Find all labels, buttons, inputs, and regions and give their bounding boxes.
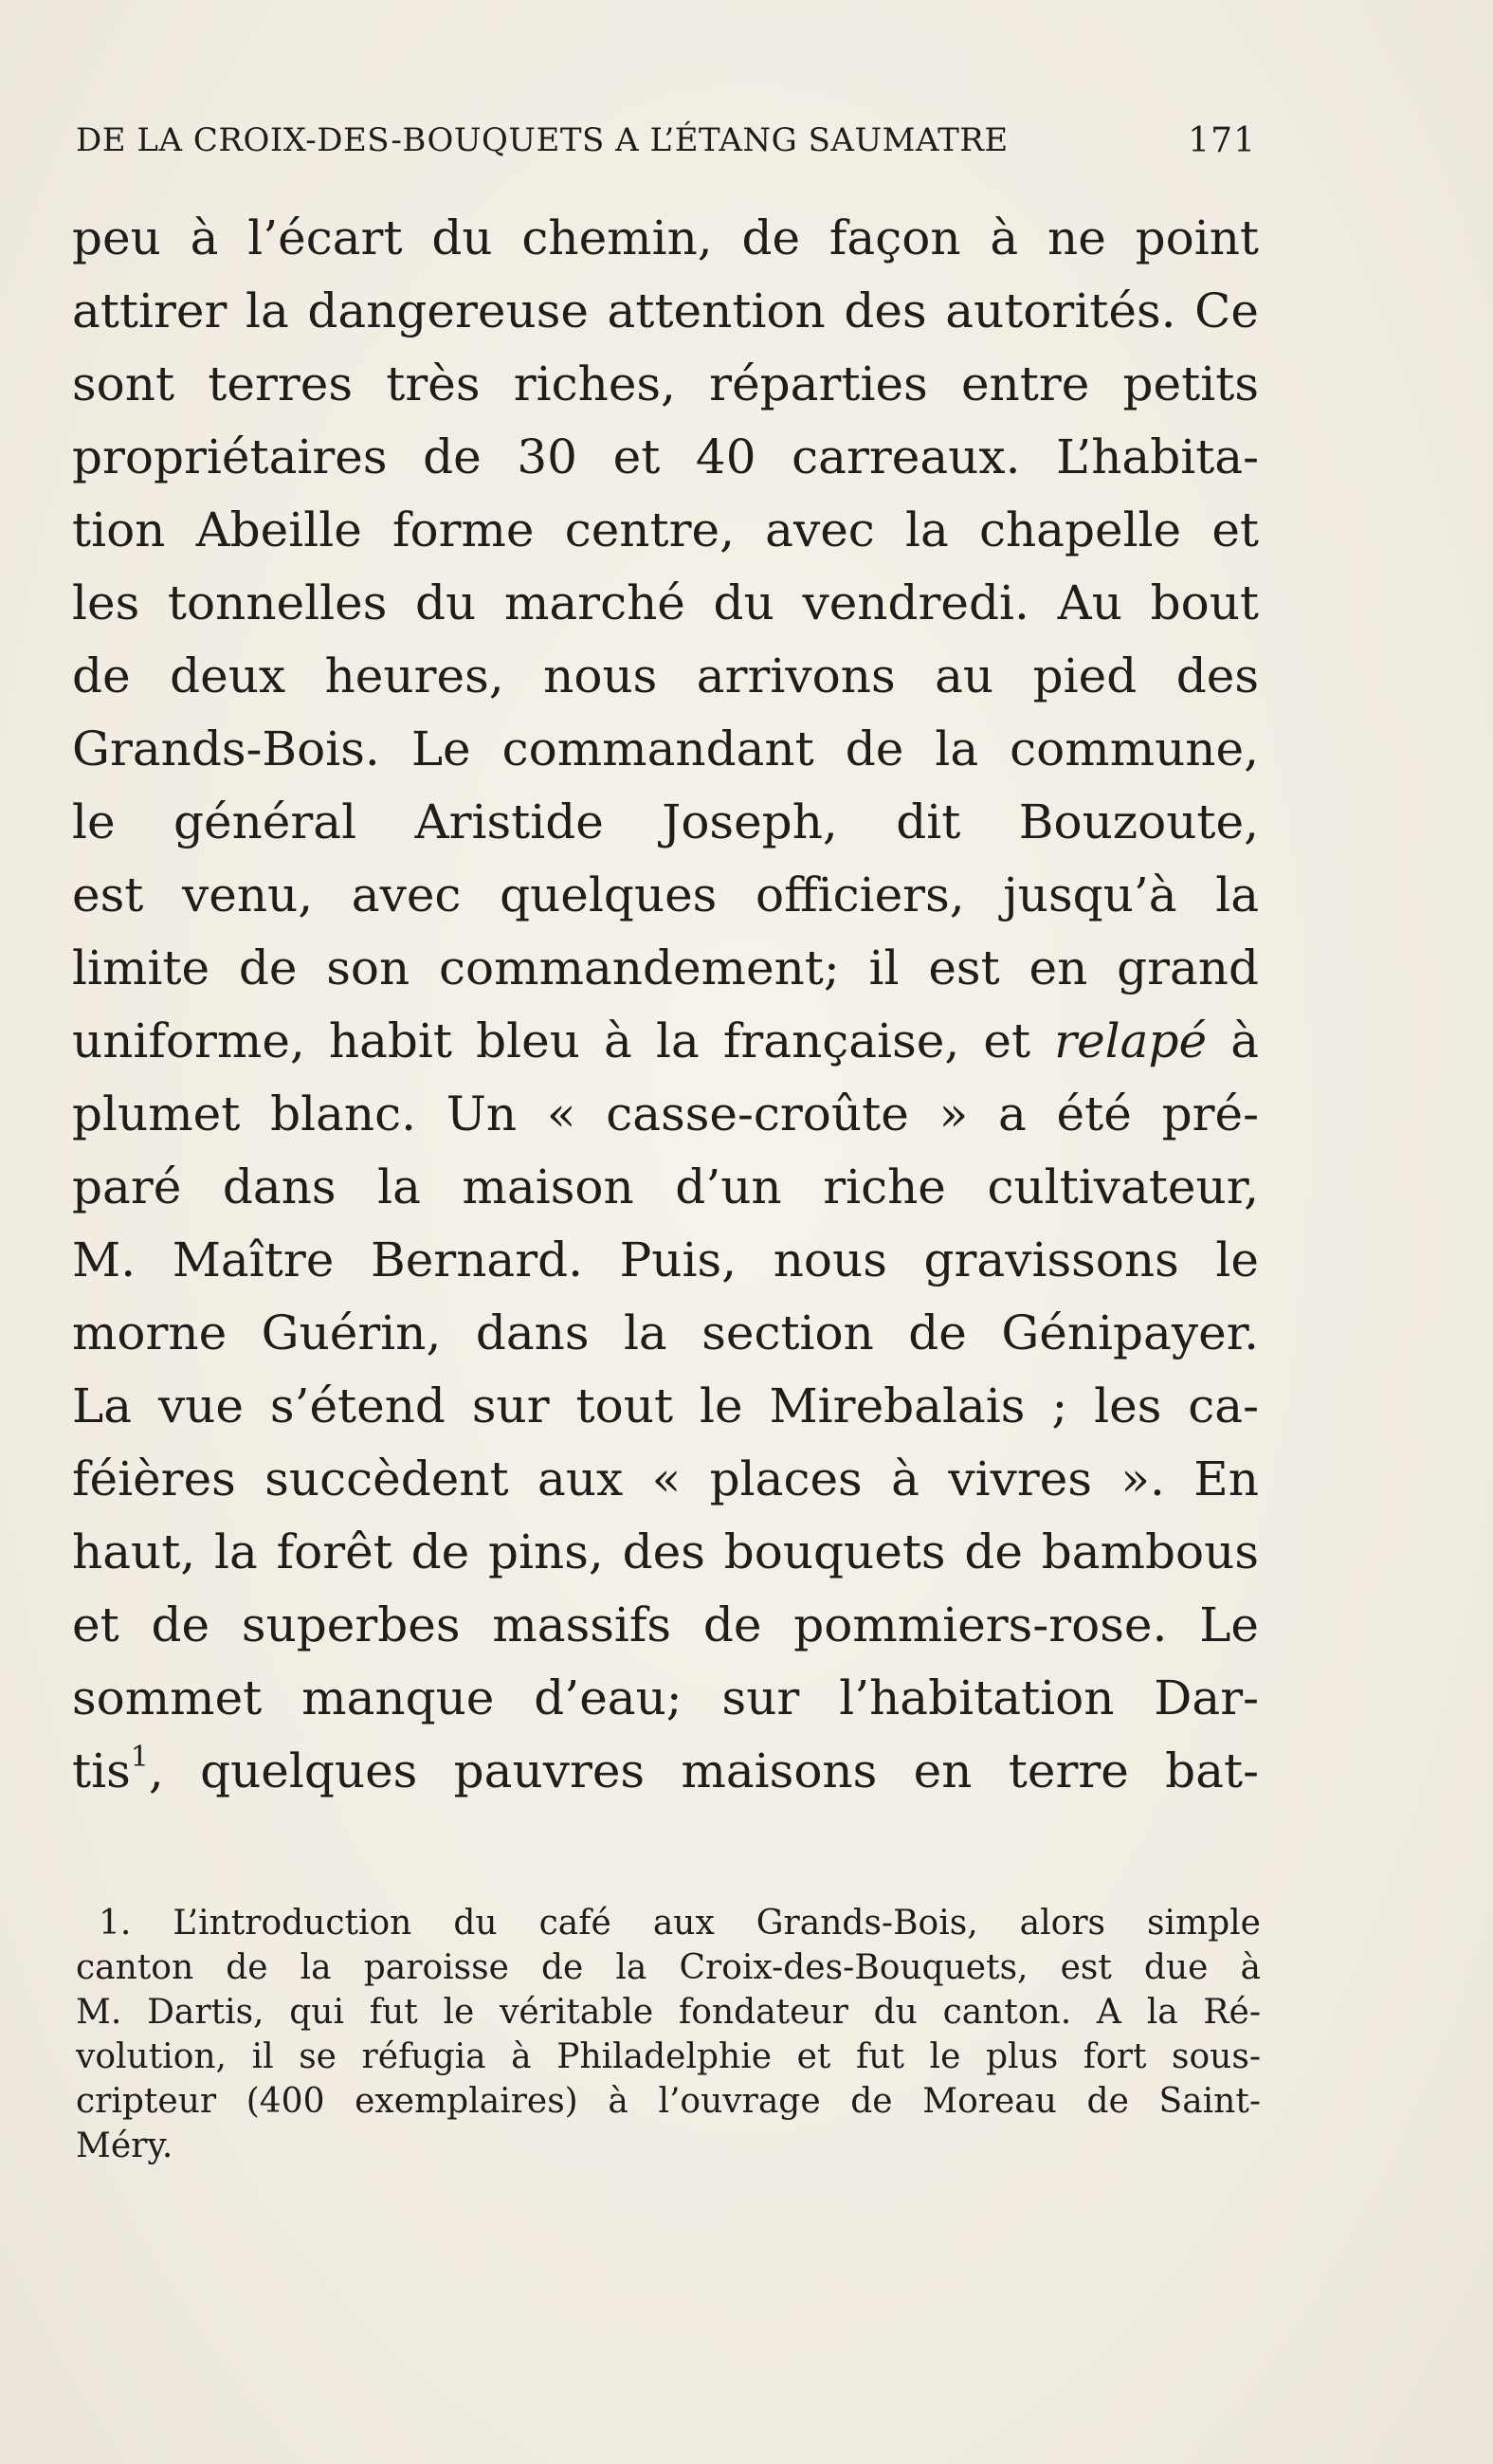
line-segment: à [1230,1013,1259,1068]
text-line: sont terres très riches, réparties entre petits [72,356,1259,411]
text-line: paré dans la maison d’un riche cultivateur, [72,1159,1259,1214]
page-number: 171 [1188,120,1256,160]
footnote-line: canton de la paroisse de la Croix-des-Bouquets, est due à [76,1948,1261,1987]
text-line: sommet manque d’eau; sur l’habitation Dar- [72,1670,1259,1725]
text-line: les tonnelles du marché du vendredi. Au bout [72,575,1259,630]
text-line: peu à l’écart du chemin, de façon à ne point [72,210,1259,265]
text-line: M. Maître Bernard. Puis, nous gravissons le [72,1232,1259,1287]
text-line: haut, la forêt de pins, des bouquets de bambous [72,1524,1259,1579]
text-line-with-italic [72,1005,1259,1078]
text-line: morne Guérin, dans la section de Génipayer. [72,1305,1259,1360]
text-line: le général Aristide Joseph, dit Bouzoute, [72,794,1259,849]
text-line: La vue s’étend sur tout le Mirebalais ; les ca- [72,1378,1259,1433]
footnote-reference: 1 [130,1741,149,1774]
footnote-line: volution, il se réfugia à Philadelphie et fut le plus fort sous- [76,2037,1261,2076]
line-segment: uniforme, habit bleu à la française, et [72,1013,1031,1068]
footnote-line: M. Dartis, qui fut le véritable fondateur du canton. A la Ré- [76,1993,1261,2032]
text-line: de deux heures, nous arrivons au pied des [72,648,1259,703]
footnote-block [76,1901,1261,2168]
text-line: plumet blanc. Un « casse-croûte » a été pré- [72,1086,1259,1141]
text-line: limite de son commandement; il est en grand [72,940,1259,995]
text-line: Grands-Bois. Le commandant de la commune, [72,721,1259,776]
footnote-line: Méry. [76,2126,173,2165]
text-line: féières succèdent aux « places à vivres ». En [72,1451,1259,1506]
running-header [76,112,1256,169]
text-line: est venu, avec quelques officiers, jusqu’à la [72,867,1259,922]
line-segment: , quelques pauvres maisons en terre bat- [148,1743,1259,1798]
text-line: propriétaires de 30 et 40 carreaux. L’habita- [72,429,1259,484]
text-line: et de superbes massifs de pommiers-rose. Le [72,1597,1259,1652]
footnote-line: cripteur (400 exemplaires) à l’ouvrage de Moreau de Saint- [76,2082,1261,2121]
running-title: DE LA CROIX-DES-BOUQUETS A L’ÉTANG SAUMATRE [76,121,1009,159]
italic-word: relapé [1054,1013,1208,1068]
text-line: tion Abeille forme centre, avec la chapelle et [72,502,1259,557]
line-segment: tis [72,1743,131,1798]
footnote-line: 1. L’introduction du café aux Grands-Bois, alors simple [99,1904,1261,1943]
text-line: attirer la dangereuse attention des autorités. Ce [72,283,1259,338]
text-line-with-footnote-ref [72,1735,1259,1808]
body-text [72,202,1259,1808]
